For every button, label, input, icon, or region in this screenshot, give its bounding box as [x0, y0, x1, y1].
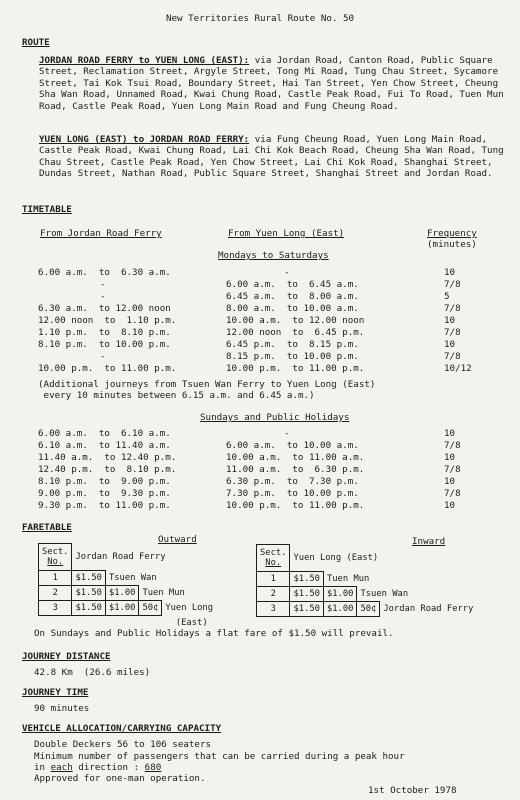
start-time-range: 6.10 a.m. to 11.40 a.m.: [38, 440, 171, 451]
inward-fare-table: [256, 544, 476, 617]
start-time-range: 1.10 p.m. to 8.10 p.m.: [38, 327, 171, 338]
route-outbound-title: JORDAN ROAD FERRY to YUEN LONG (EAST):: [39, 55, 250, 66]
frequency-value: 7/8: [444, 279, 461, 290]
table-row: 3 $1.50 $1.00 50¢ Jordan Road Ferry: [257, 602, 477, 617]
frequency-value: 10: [444, 339, 456, 350]
journey-time-value: 90 minutes: [34, 703, 90, 714]
frequency-value: 7/8: [444, 351, 461, 362]
frequency-value: 10: [444, 315, 456, 326]
outward-fare-table: [38, 543, 216, 630]
table-row: 2 $1.50 $1.00 Tsuen Wan: [257, 587, 477, 602]
start-time-range: 6.00 a.m. to 6.10 a.m.: [38, 428, 171, 439]
journey-distance-heading: JOURNEY DISTANCE: [22, 651, 111, 662]
return-time-range: 6.45 p.m. to 8.15 p.m.: [226, 339, 359, 350]
col-frequency-unit: (minutes): [427, 239, 477, 250]
start-time-range: 10.00 p.m. to 11.00 p.m.: [38, 363, 177, 374]
return-time-range: 10.00 p.m. to 11.00 p.m.: [226, 363, 365, 374]
return-time-range: 6.00 a.m. to 10.00 a.m.: [226, 440, 359, 451]
start-time-range: 9.00 p.m. to 9.30 p.m.: [38, 488, 171, 499]
frequency-value: 7/8: [444, 440, 461, 451]
return-time-range: 8.15 p.m. to 10.00 p.m.: [226, 351, 359, 362]
holiday-heading: Sundays and Public Holidays: [200, 412, 350, 423]
col-from-yuen: From Yuen Long (East): [228, 228, 345, 239]
frequency-value: 5: [444, 291, 450, 302]
table-row: 2 $1.50 $1.00 Tuen Mun: [39, 586, 217, 601]
start-time-range: 6.30 a.m. to 12.00 noon: [38, 303, 171, 314]
outward-label: Outward: [158, 534, 197, 545]
vehicle-line-1: Double Deckers 56 to 106 seaters: [34, 739, 212, 750]
vehicle-line-4: Approved for one-man operation.: [34, 773, 206, 784]
start-time-range: 12.00 noon to 1.10 p.m.: [38, 315, 177, 326]
flat-fare-note: On Sundays and Public Holidays a flat fare of $1.50 will prevail.: [34, 628, 394, 639]
frequency-value: 10: [444, 452, 456, 463]
frequency-value: 10: [444, 267, 456, 278]
frequency-value: 7/8: [444, 303, 461, 314]
col-frequency: Frequency: [427, 228, 477, 239]
route-inbound-title: YUEN LONG (EAST) to JORDAN ROAD FERRY:: [39, 134, 250, 145]
table-row: 1 $1.50 Tsuen Wan: [39, 571, 217, 586]
start-time-range: -: [100, 291, 106, 302]
frequency-value: 7/8: [444, 488, 461, 499]
journey-distance-value: 42.8 Km (26.6 miles): [34, 667, 151, 678]
start-time-range: 6.00 a.m. to 6.30 a.m.: [38, 267, 171, 278]
return-time-range: -: [284, 267, 290, 278]
vehicle-heading: VEHICLE ALLOCATION/CARRYING CAPACITY: [22, 723, 222, 734]
weekday-heading: Mondays to Saturdays: [218, 250, 329, 261]
return-time-range: 10.00 a.m. to 11.00 a.m.: [226, 452, 365, 463]
return-time-range: 11.00 a.m. to 6.30 p.m.: [226, 464, 365, 475]
start-time-range: 11.40 a.m. to 12.40 p.m.: [38, 452, 177, 463]
faretable-heading: FARETABLE: [22, 522, 72, 533]
vehicle-line-3: in each direction : 680: [34, 762, 162, 773]
return-time-range: 10.00 p.m. to 11.00 p.m.: [226, 500, 365, 511]
start-time-range: 9.30 p.m. to 11.00 p.m.: [38, 500, 171, 511]
return-time-range: 7.30 p.m. to 10.00 p.m.: [226, 488, 359, 499]
return-time-range: 10.00 a.m. to 12.00 noon: [226, 315, 365, 326]
inward-label: Inward: [412, 536, 446, 547]
return-time-range: 6.00 a.m. to 6.45 a.m.: [226, 279, 359, 290]
route-inbound-text: via Fung Cheung Road, Yuen Long Main Road, Castle Peak Road, Kwai Chung Road, Lai Chi Kok Beach Road, Cheung Sha Wan Road, Tung Chau Street, Castle Peak Road, Yen Chow Street, Lai Chi Kok Road, Shanghai Street, Dundas Street, Nathan Road, Public Square Street, Shanghai Street and Jordan Road.: [39, 134, 504, 180]
outward-sect-header: Sect. No.: [39, 544, 72, 571]
route-outbound: [39, 55, 507, 112]
timetable-heading: TIMETABLE: [22, 204, 72, 215]
return-time-range: 8.00 a.m. to 10.00 a.m.: [226, 303, 359, 314]
return-time-range: 12.00 noon to 6.45 p.m.: [226, 327, 365, 338]
vehicle-line-2: Minimum number of passengers that can be carried during a peak hour: [34, 751, 405, 762]
route-outbound-text: via Jordan Road, Canton Road, Public Square Street, Reclamation Street, Argyle Street, Tong Mi Road, Tung Chau Street, Sycamore Street, Tai Kok Tsui Road, Boundary Street, Hai Tan Street, Yen Chow Street, Cheung Sha Wan Road, Unnamed Road, Kwai Chung Road, Castle Peak Road, Fui To Road, Tuen Mun Road, Castle Peak Road, Yuen Long Main Road and Fung Cheung Road.: [39, 55, 504, 112]
start-time-range: -: [100, 351, 106, 362]
journey-time-heading: JOURNEY TIME: [22, 687, 89, 698]
frequency-value: 7/8: [444, 464, 461, 475]
return-time-range: -: [284, 428, 290, 439]
frequency-value: 10: [444, 500, 456, 511]
start-time-range: 8.10 p.m. to 10.00 p.m.: [38, 339, 171, 350]
start-time-range: 12.40 p.m. to 8.10 p.m.: [38, 464, 177, 475]
outward-last-stop-extra: (East): [175, 617, 208, 628]
document-date: 1st October 1978: [368, 785, 457, 796]
additional-journeys-note: (Additional journeys from Tsuen Wan Ferry to Yuen Long (East) every 10 minutes between 6.15 a.m. and 6.45 a.m.): [38, 379, 376, 401]
start-time-range: 8.10 p.m. to 9.00 p.m.: [38, 476, 171, 487]
return-time-range: 6.45 a.m. to 8.00 a.m.: [226, 291, 359, 302]
route-inbound: [39, 134, 507, 180]
outward-start-stop: Jordan Road Ferry: [75, 551, 166, 562]
frequency-value: 10: [444, 428, 456, 439]
col-from-jordan: From Jordan Road Ferry: [40, 228, 162, 239]
inward-start-stop: Yuen Long (East): [293, 552, 379, 563]
frequency-value: 10/12: [444, 363, 472, 374]
start-time-range: -: [100, 279, 106, 290]
frequency-value: 7/8: [444, 327, 461, 338]
return-time-range: 6.30 p.m. to 7.30 p.m.: [226, 476, 359, 487]
table-row: 3 $1.50 $1.00 50¢ Yuen Long: [39, 601, 217, 616]
document-title: New Territories Rural Route No. 50: [165, 13, 355, 24]
route-heading: ROUTE: [22, 37, 50, 48]
table-row: 1 $1.50 Tuen Mun: [257, 572, 477, 587]
frequency-value: 10: [444, 476, 456, 487]
inward-sect-header: Sect. No.: [257, 545, 290, 572]
